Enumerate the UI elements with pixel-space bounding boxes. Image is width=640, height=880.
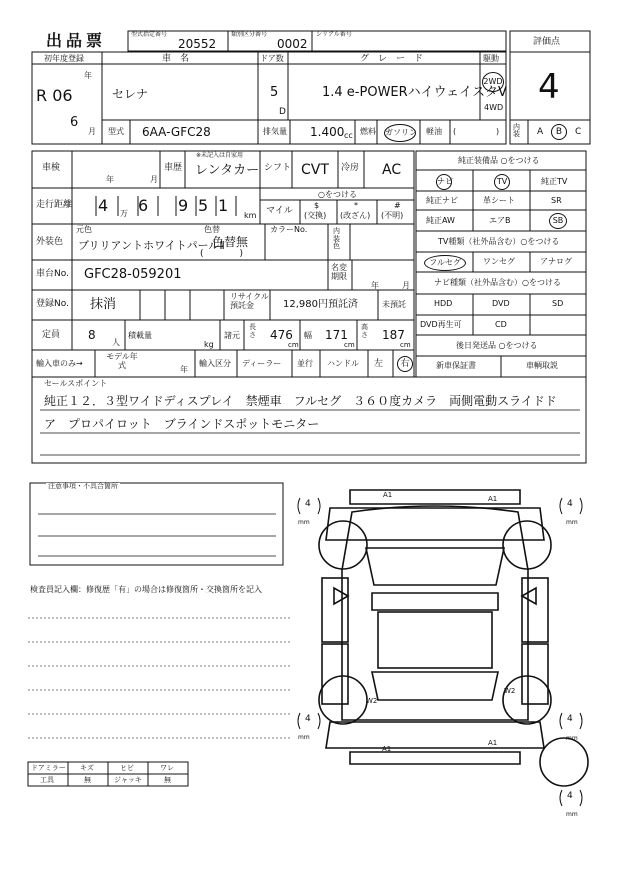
interior-b: B xyxy=(551,124,567,140)
tread-unit: mm xyxy=(566,811,578,818)
load-unit: kg xyxy=(204,340,214,349)
navi-dvd: DVD xyxy=(492,299,510,308)
year-unit: 年 xyxy=(84,71,92,80)
model-year-unit: 年 xyxy=(180,365,188,374)
dims-label: 諸元 xyxy=(224,331,240,340)
capacity: 8 xyxy=(88,328,96,342)
later-title: 後日発送品 ○をつける xyxy=(456,341,538,350)
doors: 5 xyxy=(270,85,279,100)
eval-label: 評価点 xyxy=(533,37,561,47)
class-no: 0002 xyxy=(277,37,308,51)
missing-header: キズ xyxy=(80,764,94,772)
missing-header: ヒビ xyxy=(120,764,134,772)
interior-color-label: 内装色 xyxy=(333,227,340,251)
usage: レンタカー xyxy=(195,163,260,178)
term-label: 名変期限 xyxy=(331,263,347,281)
serial-label: シリアル番号 xyxy=(316,31,352,38)
damage-mark: A1 xyxy=(382,745,392,753)
wid: 171 xyxy=(325,328,348,342)
mile-hash: # xyxy=(394,201,401,210)
tread-unit: mm xyxy=(298,519,310,526)
equip-genuine-navi: 純正ナビ xyxy=(426,196,458,205)
mileage-label: 走行距離 xyxy=(36,200,73,210)
mileage-boxes xyxy=(86,192,260,222)
inspector-label: 検査員記入欄：修復歴「有」の場合は修復箇所・交換箇所を記入 xyxy=(30,585,262,594)
model-label: 型式 xyxy=(108,127,124,136)
damage-mark: A1 xyxy=(383,491,393,499)
tread-unit: mm xyxy=(298,734,310,741)
missing-value: 無 xyxy=(164,776,171,784)
mileage-man: 万 xyxy=(120,209,128,218)
import-label: 輸入車のみ→ xyxy=(36,359,83,368)
mileage-digit: 6 xyxy=(138,196,149,215)
interior-a: A xyxy=(537,127,544,137)
len: 476 xyxy=(270,328,293,342)
handle-right: 右 xyxy=(397,356,413,372)
color-paren: ( ) xyxy=(200,249,244,259)
len-label: 長さ xyxy=(249,323,256,339)
equip-aw: 純正AW xyxy=(426,216,455,225)
wid-label: 幅 xyxy=(304,331,312,340)
navi-title: ナビ種類（社外品含む）○をつける xyxy=(434,278,561,287)
equip-tv: TV xyxy=(494,174,510,190)
missing-header: ワレ xyxy=(160,764,174,772)
shift: CVT xyxy=(301,162,329,178)
cm-unit: cm xyxy=(400,341,411,349)
hgt: 187 xyxy=(382,328,405,342)
fuel-light: 軽油 xyxy=(426,127,442,136)
missing-header: ドアミラー xyxy=(31,764,66,772)
first-reg-year: R 06 xyxy=(36,86,73,105)
inspection-label: 車検 xyxy=(42,163,61,173)
usage-note: ※未記入は自家用 xyxy=(196,152,244,159)
equip-sb: SB xyxy=(549,213,567,229)
equip-sr: SR xyxy=(551,196,562,205)
missing-value: 工具 xyxy=(40,776,54,784)
form-title: 出品票 xyxy=(46,31,107,50)
fuel-gasoline: ガソリン xyxy=(384,124,416,142)
grade: 1.4 e-POWERハイウェイスタV xyxy=(322,85,507,100)
sales-label: セールスポイント xyxy=(44,379,108,388)
color-no-label: カラーNo. xyxy=(270,225,308,234)
interior-label: 内装 xyxy=(513,123,520,138)
tread-unit: mm xyxy=(566,519,578,526)
hgt-label: 高さ xyxy=(361,323,368,339)
color-change: 色替無 xyxy=(212,235,249,249)
color-label: 外装色 xyxy=(36,237,64,247)
grade-label: グ レ ー ド xyxy=(360,54,424,64)
fuel-label: 燃料 xyxy=(360,127,376,136)
capacity-label: 定員 xyxy=(42,330,61,340)
equip-airbag: エアB xyxy=(489,216,511,225)
tread-rl: 4 xyxy=(305,714,311,724)
doors-label: ドア数 xyxy=(260,54,284,63)
type-no-label: 型式指定番号 xyxy=(131,31,168,38)
mile-star-sub: (改ざん) xyxy=(340,211,371,220)
class-no-label: 類別区分番号 xyxy=(231,31,268,38)
genuine-title: 純正装備品 ○をつける xyxy=(458,156,540,165)
model-year-label: モデル年式 xyxy=(106,352,138,370)
mileage-digit: 4 xyxy=(98,196,109,215)
missing-value: 無 xyxy=(84,776,91,784)
mile-dollar-sub: (交換) xyxy=(304,211,327,220)
mile-star: * xyxy=(354,201,358,210)
mile-dollar: $ xyxy=(314,201,320,210)
damage-mark: W2 xyxy=(504,687,516,695)
drive-label: 駆動 xyxy=(483,54,499,63)
mileage-km: km xyxy=(244,211,257,220)
mileage-digit: 9 xyxy=(178,196,189,215)
mileage-digit: 5 xyxy=(198,196,209,215)
car-diagram xyxy=(322,490,548,764)
equip-genuine-tv: 純正TV xyxy=(541,177,568,186)
recycle-unpaid: 未預託 xyxy=(382,300,406,309)
missing-value: ジャッキ xyxy=(114,776,142,784)
recycle-label: リサイクル預託金 xyxy=(230,292,269,310)
capacity-unit: 人 xyxy=(112,338,120,347)
inspection-month: 月 xyxy=(150,175,158,184)
import-parallel: 並行 xyxy=(297,359,313,368)
reg: 抹消 xyxy=(90,297,117,312)
term-month: 月 xyxy=(402,281,410,290)
disp-label: 排気量 xyxy=(263,127,287,136)
month-unit: 月 xyxy=(88,127,96,136)
navi-sd: SD xyxy=(552,299,564,308)
tv-analog: アナログ xyxy=(540,257,572,266)
navi-cd: CD xyxy=(495,320,507,329)
sales-line2: ア プロパイロット ブラインドスポットモニター xyxy=(44,417,320,431)
load-label: 積載量 xyxy=(128,331,152,340)
tread-fl: 4 xyxy=(305,499,311,509)
carname-label: 車 名 xyxy=(162,54,190,64)
drive-2wd: 2WD xyxy=(482,72,504,92)
tread-spare: 4 xyxy=(567,791,573,801)
import-div-label: 輸入区分 xyxy=(199,359,231,368)
cm-unit: cm xyxy=(288,341,299,349)
ac-label: 冷房 xyxy=(341,163,360,173)
sales-line1: 純正１２．３型ワイドディスプレイ 禁煙車 フルセグ ３６０度カメラ 両側電動スライドド xyxy=(44,394,557,408)
navi-hdd: HDD xyxy=(434,299,453,308)
import-dealer: ディーラー xyxy=(242,359,282,368)
tread-rr: 4 xyxy=(567,714,573,724)
navi-dvd-play: DVD再生可 xyxy=(420,320,462,329)
cm-unit: cm xyxy=(344,341,355,349)
color-orig: ブリリアントホワイトパールⅡ xyxy=(78,239,225,252)
inspection-year: 年 xyxy=(106,175,114,184)
damage-mark: A1 xyxy=(488,739,498,747)
mile-opts-title: ○をつける xyxy=(318,190,357,199)
interior-c: C xyxy=(575,127,582,137)
handle-left: 左 xyxy=(374,359,384,369)
door-suffix: D xyxy=(279,107,286,117)
eval-score: 4 xyxy=(538,67,560,107)
handle-label: ハンドル xyxy=(327,359,359,368)
first-reg-label: 初年度登録 xyxy=(44,54,84,63)
equip-leather: 革シート xyxy=(483,196,515,205)
recycle: 12,980円預託済 xyxy=(283,299,358,310)
color-orig-label: 元色 xyxy=(76,225,92,234)
model: 6AA-GFC28 xyxy=(142,125,211,139)
later-warranty: 新車保証書 xyxy=(436,361,476,370)
disp-unit: cc xyxy=(344,131,353,140)
reg-label: 登録No. xyxy=(36,299,69,309)
ac: AC xyxy=(382,162,402,178)
tv-title: TV種類（社外品含む）○をつける xyxy=(438,237,560,246)
chassis: GFC28-059201 xyxy=(84,267,182,282)
disp: 1.400 xyxy=(310,125,345,139)
color-change-label: 色替 xyxy=(204,225,220,234)
damage-mark: A1 xyxy=(488,495,498,503)
caution-label: 注意事項・不具合箇所 xyxy=(48,482,118,490)
fuel-paren-open: ( xyxy=(453,127,457,136)
type-no: 20552 xyxy=(178,37,217,51)
tv-oneseg: ワンセグ xyxy=(483,257,515,266)
shift-label: シフト xyxy=(264,163,292,173)
chassis-label: 車台No. xyxy=(36,269,69,279)
mileage-digit: 1 xyxy=(218,196,229,215)
tv-fullseg: フルセグ xyxy=(424,255,466,271)
later-manual: 車輌取説 xyxy=(526,361,558,370)
drive-4wd: 4WD xyxy=(484,103,504,112)
mile-hash-sub: (不明) xyxy=(381,211,404,220)
first-reg-month: 6 xyxy=(70,115,79,130)
damage-mark: W2 xyxy=(366,697,378,705)
equip-navi: ナビ xyxy=(436,174,452,190)
mile-label: マイル xyxy=(266,206,293,216)
tread-unit: mm xyxy=(566,735,578,742)
usage-label: 車歴 xyxy=(164,163,183,173)
fuel-paren-close: ) xyxy=(496,127,500,136)
tread-fr: 4 xyxy=(567,499,573,509)
carname: セレナ xyxy=(112,87,149,101)
term-year: 年 xyxy=(371,281,379,290)
